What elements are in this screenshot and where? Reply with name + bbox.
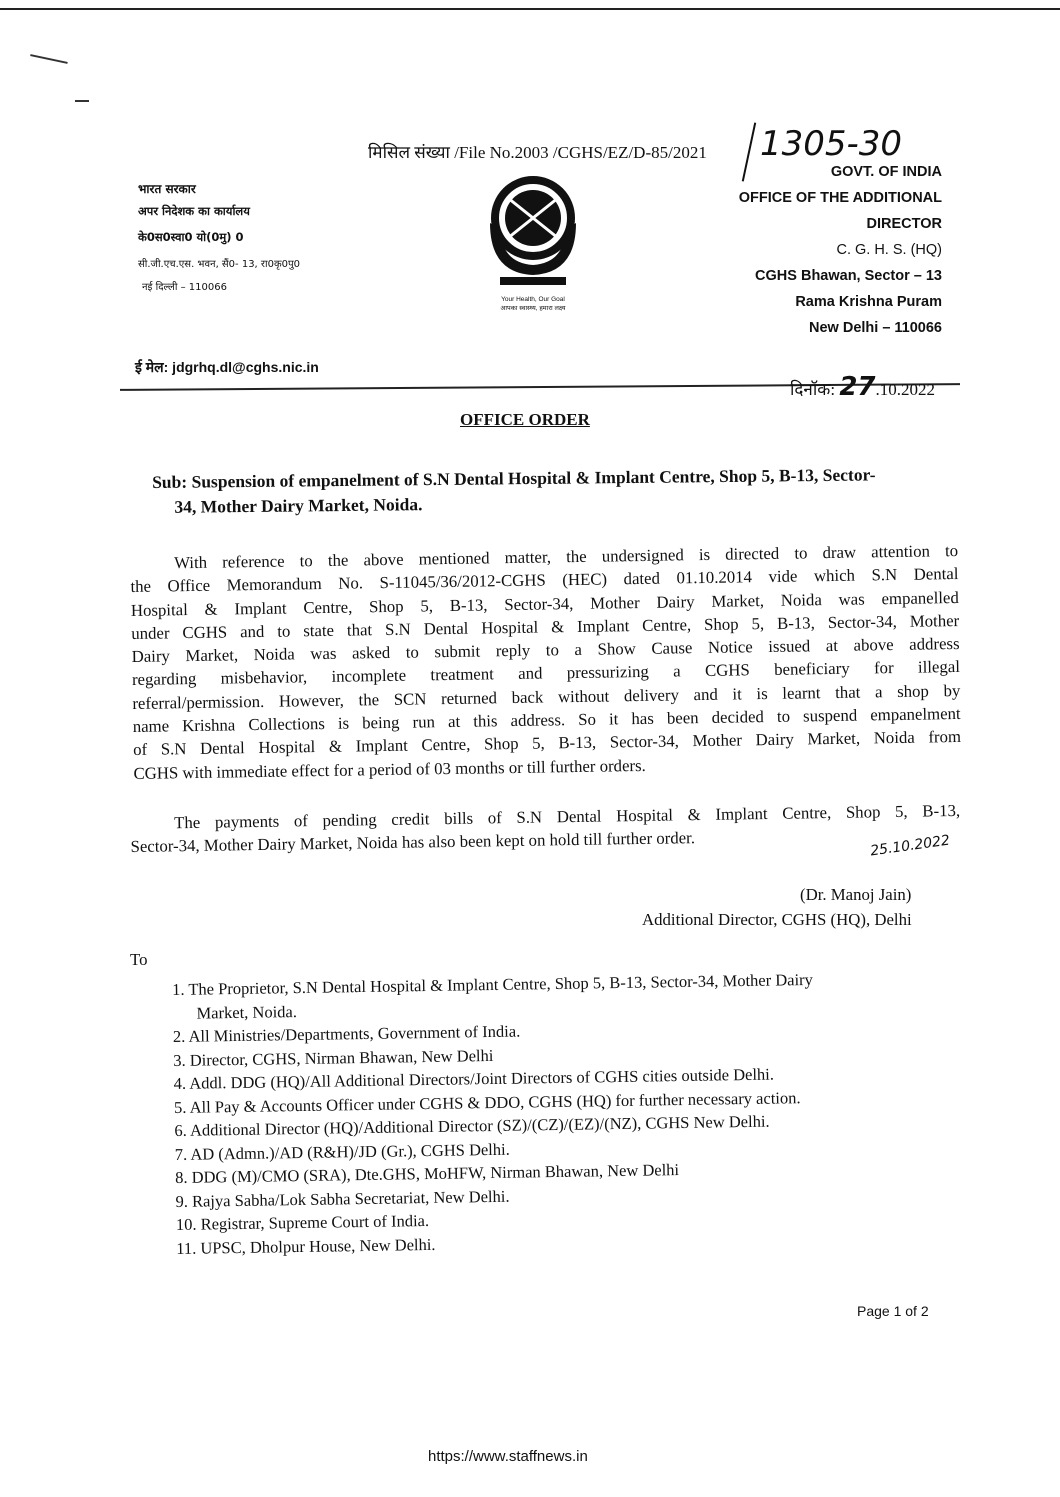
subject-line: Sub: Suspension of empanelment of S.N Dental Hospital & Implant Centre, Shop 5, B-13, Sector- [152, 464, 876, 492]
address-line: C. G. H. S. (HQ) [836, 242, 942, 258]
to-label: To [130, 950, 148, 969]
paragraph-line: Dairy Market, Noida was asked to submit reply to a Show Cause Notice issued at above address [131, 634, 960, 667]
list-item: 5. All Pay & Accounts Officer under CGHS & DDO, CGHS (HQ) for further necessary action. [173, 1087, 801, 1117]
scan-mark [30, 54, 67, 63]
recipient-list [172, 968, 817, 1260]
list-item: 9. Rajya Sabha/Lok Sabha Secretariat, New Delhi. [175, 1186, 510, 1211]
paragraph-line: the Office Memorandum No. S-11045/36/2012-CGHS (HEC) dated 01.10.2014 vide which S.N Dental [130, 564, 959, 597]
paragraph-line: The payments of pending credit bills of S.N Dental Hospital & Implant Centre, Shop 5, B-13, [174, 800, 961, 833]
hindi-address-line: अपर निदेशक का कार्यालय [138, 204, 250, 218]
list-item: 1. The Proprietor, S.N Dental Hospital & Implant Centre, Shop 5, B-13, Sector-34, Mother Dairy [172, 969, 813, 999]
order-date [790, 372, 935, 402]
address-line: OFFICE OF THE ADDITIONAL [738, 190, 942, 206]
address-line: Rama Krishna Puram [795, 294, 942, 310]
signatory-designation: Additional Director, CGHS (HQ), Delhi [642, 910, 912, 929]
subject-line: 34, Mother Dairy Market, Noida. [174, 494, 423, 517]
subject [152, 462, 876, 520]
list-item: Market, Noida. [196, 1001, 298, 1023]
handwritten-slash [742, 122, 756, 181]
list-item: 8. DDG (M)/CMO (SRA), Dte.GHS, MoHFW, Nirman Bhawan, New Delhi [174, 1160, 680, 1187]
address-line: GOVT. OF INDIA [830, 164, 942, 180]
date-label: दिनॉक: [790, 380, 836, 399]
scan-top-border [0, 8, 1060, 10]
hindi-address-line: नई दिल्ली – 110066 [142, 282, 227, 293]
paragraph-line: referral/permission. However, the SCN returned back without delivery and it is learnt that a shop by [132, 680, 961, 713]
list-item: 2. All Ministries/Departments, Government of India. [172, 1021, 521, 1046]
footer-url[interactable]: https://www.staffnews.in [428, 1448, 588, 1465]
address-line: CGHS Bhawan, Sector – 13 [755, 268, 942, 284]
hindi-address-line: सी.जी.एच.एस. भवन, सैं0- 13, रा0कृ0पु0 [138, 259, 301, 270]
body-paragraph-1 [130, 539, 962, 785]
body-paragraph-2 [130, 799, 961, 859]
hindi-address-line: भारत सरकार [138, 182, 196, 196]
logo-tagline: आपका स्वास्थ्य, हमारा लक्ष्य [500, 305, 566, 312]
paragraph-line: Hospital & Implant Centre, Shop 5, B-13, Sector-34, Mother Dairy Market, Noida was empanelled [130, 587, 959, 620]
signatory-name: (Dr. Manoj Jain) [800, 885, 912, 904]
address-line: DIRECTOR [866, 216, 942, 232]
logo-tagline: Your Health, Our Goal [501, 296, 565, 303]
cghs-emblem-icon [478, 163, 588, 291]
document-title: OFFICE ORDER [460, 410, 590, 429]
paragraph-line: under CGHS and to state that S.N Dental Hospital & Implant Centre, Shop 5, B-13, Sector-34, Mother [131, 610, 960, 643]
handwritten-signature: 25.10.2022 [869, 832, 951, 860]
handwritten-diary-number: 1305-30 [760, 124, 903, 164]
list-item: 3. Director, CGHS, Nirman Bhawan, New Delhi [173, 1045, 494, 1070]
handwritten-day: 27 [839, 372, 876, 402]
paragraph-line: Sector-34, Mother Dairy Market, Noida has also been kept on hold till further order. [130, 828, 696, 857]
date-value: .10.2022 [875, 380, 935, 399]
list-item: 6. Additional Director (HQ)/Additional Director (SZ)/(CZ)/(EZ)/(NZ), CGHS New Delhi. [174, 1111, 770, 1140]
email-address: ई मेल: jdgrhq.dl@cghs.nic.in [135, 359, 319, 375]
cghs-logo [478, 163, 588, 312]
paragraph-line: CGHS with immediate effect for a period of 03 months or till further orders. [133, 755, 646, 783]
paragraph-line: of S.N Dental Hospital & Implant Centre, Shop 5, B-13, Sector-34, Mother Dairy Market, Noida from [132, 727, 962, 760]
paragraph-line: regarding misbehavior, incomplete treatment and pressurizing a CGHS beneficiary for illegal [131, 657, 961, 690]
paragraph-line: name Krishna Collections is being run at this address. So it has been decided to suspend empanelment [132, 704, 961, 737]
list-item: 7. AD (Admn.)/AD (R&H)/JD (Gr.), CGHS Delhi. [174, 1139, 510, 1164]
page-number: Page 1 of 2 [857, 1303, 929, 1319]
file-number: मिसिल संख्या /File No.2003 /CGHS/EZ/D-85/2021 [368, 143, 707, 162]
scan-mark [75, 100, 89, 102]
list-item: 11. UPSC, Dholpur House, New Delhi. [176, 1234, 436, 1258]
list-item: 10. Registrar, Supreme Court of India. [175, 1210, 430, 1234]
hindi-address-line: के0स0स्वा0 यो(0मु) 0 [138, 230, 244, 244]
paragraph-line: With reference to the above mentioned matter, the undersigned is directed to draw attention to [174, 540, 959, 573]
list-item: 4. Addl. DDG (HQ)/All Additional Directors/Joint Directors of CGHS cities outside Delhi. [173, 1064, 775, 1093]
address-line: New Delhi – 110066 [809, 320, 942, 336]
